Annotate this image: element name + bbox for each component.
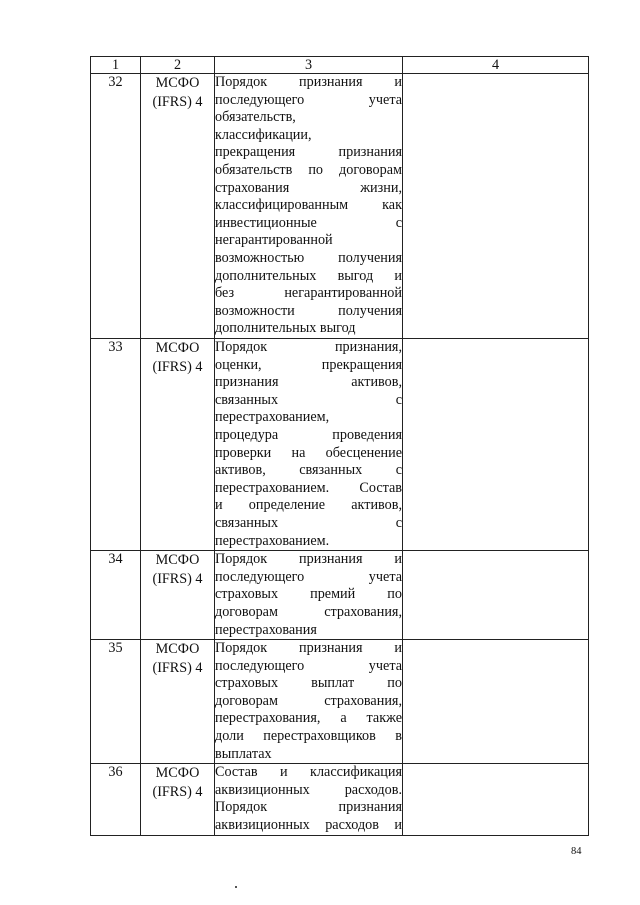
empty-cell — [403, 74, 589, 339]
description-line: обязательств, — [215, 109, 296, 126]
description-line: последующего учета — [215, 91, 402, 108]
header-cell-2: 2 — [141, 57, 215, 74]
description-line: инвестиционные с — [215, 214, 402, 231]
description-line: последующего учета — [215, 657, 402, 674]
description-line: дополнительных выгод — [215, 320, 356, 337]
empty-cell — [403, 764, 589, 835]
description-cell — [215, 640, 403, 764]
header-cell-3: 3 — [215, 57, 403, 74]
standard-line: (IFRS) 4 — [152, 94, 203, 110]
row-number: 32 — [91, 74, 141, 339]
description-line: процедура проведения — [215, 426, 402, 443]
description-line: классификации, — [215, 126, 312, 143]
standard-line: (IFRS) 4 — [152, 784, 203, 801]
description-line: возможностью получения — [215, 249, 402, 266]
description-line: дополнительных выгод и — [215, 267, 402, 284]
scan-speck — [235, 886, 237, 888]
header-cell-1: 1 — [91, 57, 141, 74]
description-line: перестрахования — [215, 621, 317, 638]
table-row — [91, 551, 589, 640]
description-line: Порядок признания и — [215, 74, 402, 90]
standards-table — [90, 56, 589, 836]
standard-line: (IFRS) 4 — [152, 359, 203, 375]
table-row — [91, 339, 589, 551]
row-number: 33 — [91, 339, 141, 551]
table-header-row — [91, 57, 589, 74]
standard-line: (IFRS) 4 — [152, 660, 203, 677]
description-line: договорам страхования, — [215, 692, 402, 709]
description-line: аквизиционных расходов. — [215, 781, 402, 798]
standard-line: МСФО — [155, 340, 200, 356]
description-line: негарантированной — [215, 232, 333, 249]
description-line: возможности получения — [215, 302, 402, 319]
description-cell — [215, 764, 403, 835]
table-row — [91, 74, 589, 339]
description-line: страховых премий по — [215, 586, 402, 603]
description-line: аквизиционных расходов и — [215, 817, 402, 834]
description-line: Состав и классификация — [215, 764, 402, 781]
description-line: признания активов, — [215, 374, 402, 391]
description-line: без негарантированной — [215, 285, 402, 302]
description-line: Порядок признания — [215, 799, 402, 816]
description-line: страхования жизни, — [215, 179, 402, 196]
description-line: связанных с — [215, 391, 402, 408]
standard-line: МСФО — [155, 75, 200, 91]
description-line: Порядок признания и — [215, 551, 402, 568]
empty-cell — [403, 339, 589, 551]
description-line: выплатах — [215, 745, 272, 762]
description-cell — [215, 339, 403, 551]
description-line: и определение активов, — [215, 497, 402, 514]
description-cell — [215, 551, 403, 640]
table-row — [91, 640, 589, 764]
description-line: страховых выплат по — [215, 675, 402, 692]
table-row — [91, 764, 589, 835]
description-line: прекращения признания — [215, 144, 402, 161]
standard-cell — [141, 640, 215, 764]
standard-cell — [141, 551, 215, 640]
description-line: перестрахованием. Состав — [215, 479, 402, 496]
row-number: 35 — [91, 640, 141, 764]
description-line: перестрахованием, — [215, 409, 330, 426]
description-line: оценки, прекращения — [215, 356, 402, 373]
description-line: последующего учета — [215, 568, 402, 585]
description-line: доли перестраховщиков в — [215, 728, 402, 745]
standard-line: (IFRS) 4 — [152, 571, 203, 588]
standard-line: МСФО — [155, 765, 200, 782]
standard-cell — [141, 339, 215, 551]
empty-cell — [403, 640, 589, 764]
header-cell-4: 4 — [403, 57, 589, 74]
description-line: классифицированным как — [215, 197, 402, 214]
description-line: Порядок признания, — [215, 339, 402, 355]
standard-line: МСФО — [155, 552, 200, 569]
description-line: Порядок признания и — [215, 640, 402, 657]
standard-cell — [141, 764, 215, 835]
page-number: 84 — [571, 846, 582, 857]
row-number: 36 — [91, 764, 141, 835]
description-line: проверки на обесценение — [215, 444, 402, 461]
row-number: 34 — [91, 551, 141, 640]
description-cell — [215, 74, 403, 339]
description-line: связанных с — [215, 514, 402, 531]
standard-cell — [141, 74, 215, 339]
description-line: перестрахования, а также — [215, 710, 402, 727]
description-line: активов, связанных с — [215, 462, 402, 479]
description-line: перестрахованием. — [215, 532, 330, 549]
standard-line: МСФО — [155, 641, 200, 658]
description-line: договорам страхования, — [215, 603, 402, 620]
empty-cell — [403, 551, 589, 640]
description-line: обязательств по договорам — [215, 161, 402, 178]
